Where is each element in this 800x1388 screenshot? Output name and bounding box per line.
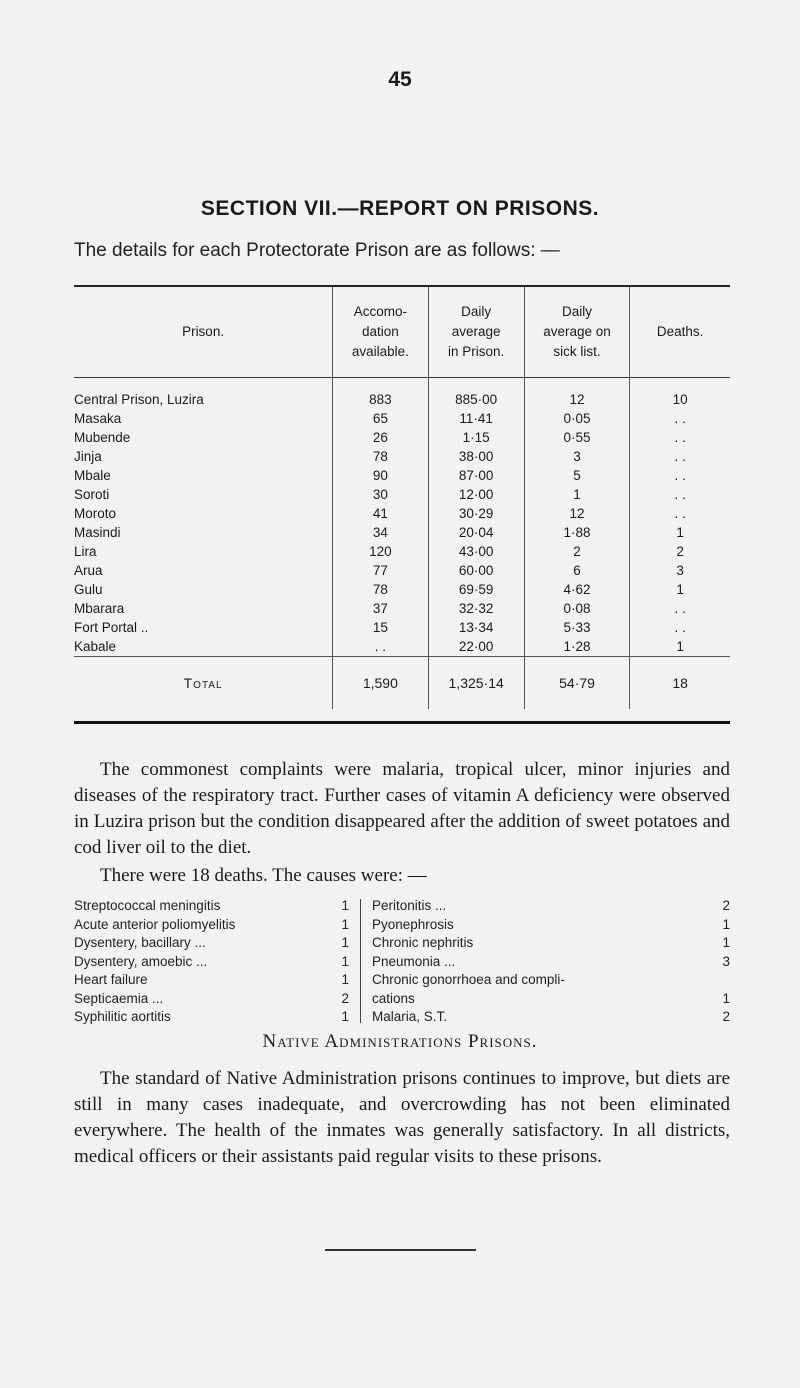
sick-list-value: 12 [524,504,630,523]
deaths-value: 1 [630,523,730,542]
prison-name: Jinja [74,449,102,464]
table-row [74,504,730,523]
end-rule [325,1249,476,1251]
cause-label: Dysentery, bacillary ... [74,935,206,950]
daily-average-value: 60·00 [428,561,524,580]
cause-count: 1 [341,1009,349,1024]
header-deaths: Deaths. [630,287,730,378]
deaths-value: 10 [630,378,730,410]
cause-count: 1 [341,916,349,932]
cause-label: Heart failure [74,972,148,987]
causes-left-column [74,897,349,1027]
cause-item [372,897,730,916]
daily-average-value: 30·29 [428,504,524,523]
sick-list-value: 1·88 [524,523,630,542]
cause-item [74,1008,349,1027]
sick-list-value: 0·08 [524,599,630,618]
prison-table-wrapper [74,285,730,724]
cause-label: Dysentery, amoebic ... [74,953,208,969]
total-row [74,657,730,710]
table-row [74,485,730,504]
daily-average-value: 20·04 [428,523,524,542]
daily-average-value: 12·00 [428,485,524,504]
cause-item [372,1008,730,1027]
cause-count: 2 [722,1009,730,1024]
table-row [74,542,730,561]
accommodation-value: 77 [333,561,428,580]
complaints-paragraph: The commonest complaints were malaria, tropical ulcer, minor injuries and diseases of the respiratory tract. Further cases of vitamin A deficiency were observed in Luzira prison but the condition disappeared after the addition of sweet potatoes and cod liver oil to the diet. [74,759,730,858]
deaths-value: . . [630,428,730,447]
cause-count: 2 [722,898,730,913]
prison-name: Arua [74,563,103,578]
sick-list-value: 5·33 [524,618,630,637]
daily-average-value: 11·41 [428,409,524,428]
table-bottom-rule [74,721,730,724]
cause-label: Pneumonia ... [372,953,456,969]
prison-name: Masaka [74,411,122,426]
prison-name: Soroti [74,487,110,502]
cause-item [74,916,349,935]
accommodation-value: 37 [333,599,428,618]
cause-item [74,953,349,972]
table-row [74,378,730,410]
sick-list-value: 2 [524,542,630,561]
table-row [74,466,730,485]
sick-list-value: 4·62 [524,580,630,599]
table-row [74,561,730,580]
deaths-value: . . [630,504,730,523]
sick-list-value: 0·55 [524,428,630,447]
cause-item [372,971,730,990]
accommodation-value: 78 [333,580,428,599]
daily-average-value: 69·59 [428,580,524,599]
prison-name: Central Prison, Luzira [74,392,204,407]
cause-label: Peritonitis ... [372,898,447,913]
cause-item [74,990,349,1009]
causes-divider [360,899,361,1023]
total-deaths: 18 [630,657,730,710]
cause-label: Syphilitic aortitis [74,1009,171,1024]
prison-name: Mbarara [74,601,125,616]
accommodation-value: . . [333,637,428,657]
deaths-value: 1 [630,637,730,657]
table-row [74,447,730,466]
deaths-value: . . [630,466,730,485]
cause-count: 1 [722,916,730,932]
cause-label: Pyonephrosis [372,916,454,932]
causes-right-column [372,897,730,1027]
cause-label: Chronic gonorrhoea and compli- [372,972,565,987]
cause-count: 1 [722,935,730,950]
cause-count: 1 [341,953,349,969]
prison-name: Kabale [74,639,117,654]
accommodation-value: 78 [333,447,428,466]
accommodation-value: 30 [333,485,428,504]
sick-list-value: 1·28 [524,637,630,657]
daily-average-value: 1·15 [428,428,524,447]
cause-count: 3 [722,953,730,969]
deaths-intro: There were 18 deaths. The causes were: — [100,865,427,886]
cause-label: Chronic nephritis [372,935,474,950]
sick-list-value: 5 [524,466,630,485]
table-row [74,523,730,542]
accommodation-value: 90 [333,466,428,485]
page-number: 45 [388,68,412,91]
prison-table [74,287,730,709]
daily-average-value: 22·00 [428,637,524,657]
cause-label: Malaria, S.T. [372,1009,448,1024]
prison-name: Mbale [74,468,111,483]
cause-label: cations [372,990,415,1006]
total-sick-list: 54·79 [524,657,630,710]
sick-list-value: 6 [524,561,630,580]
prison-name: Mubende [74,430,131,445]
daily-average-value: 885·00 [428,378,524,410]
daily-average-value: 87·00 [428,466,524,485]
table-row [74,428,730,447]
native-administrations-heading: Native Administrations Prisons. [262,1031,538,1052]
total-label: Total [74,657,333,710]
deaths-value: 2 [630,542,730,561]
cause-item [74,897,349,916]
sick-list-value: 3 [524,447,630,466]
cause-count: 1 [341,972,349,987]
header-prison: Prison. [74,287,333,378]
daily-average-value: 43·00 [428,542,524,561]
cause-label: Septicaemia ... [74,990,164,1006]
deaths-value: . . [630,447,730,466]
deaths-value: . . [630,409,730,428]
deaths-value: . . [630,485,730,504]
table-row [74,637,730,657]
cause-item [74,971,349,990]
header-sick-list: Daily average on sick list. [524,287,630,378]
accommodation-value: 65 [333,409,428,428]
intro-text: The details for each Protectorate Prison are as follows: — [74,240,560,261]
deaths-value: 3 [630,561,730,580]
header-daily-average: Daily average in Prison. [428,287,524,378]
cause-count: 1 [722,990,730,1006]
prison-name: Gulu [74,582,103,597]
sick-list-value: 12 [524,378,630,410]
prison-name: Masindi [74,525,121,540]
deaths-value: . . [630,618,730,637]
daily-average-value: 32·32 [428,599,524,618]
cause-item [74,934,349,953]
table-row [74,599,730,618]
cause-count: 1 [341,898,349,913]
prison-name: Fort Portal .. [74,620,149,635]
cause-item [372,934,730,953]
cause-item [372,990,730,1009]
accommodation-value: 15 [333,618,428,637]
table-row [74,409,730,428]
cause-item [372,953,730,972]
daily-average-value: 38·00 [428,447,524,466]
table-row [74,618,730,637]
cause-label: Streptococcal meningitis [74,898,221,913]
prison-name: Moroto [74,506,117,521]
native-prisons-paragraph: The standard of Native Administration prisons continues to improve, but diets are still in many cases inadequate, and overcrowding has not been eliminated everywhere. The health of the inmates was generally satisfactory. In all districts, medical officers or their assistants paid regular visits to these prisons. [74,1068,730,1167]
accommodation-value: 26 [333,428,428,447]
prison-name: Lira [74,544,97,559]
sick-list-value: 0·05 [524,409,630,428]
cause-count: 2 [341,990,349,1006]
cause-label: Acute anterior poliomyelitis [74,916,236,932]
deaths-value: 1 [630,580,730,599]
total-accommodation: 1,590 [333,657,428,710]
accommodation-value: 41 [333,504,428,523]
section-title: SECTION VII.—REPORT ON PRISONS. [200,197,600,220]
accommodation-value: 34 [333,523,428,542]
accommodation-value: 120 [333,542,428,561]
accommodation-value: 883 [333,378,428,410]
table-header-row [74,287,730,378]
cause-item [372,916,730,935]
cause-count: 1 [341,935,349,950]
header-accommodation: Accomo- dation available. [333,287,428,378]
total-daily-average: 1,325·14 [428,657,524,710]
deaths-value: . . [630,599,730,618]
daily-average-value: 13·34 [428,618,524,637]
table-row [74,580,730,599]
sick-list-value: 1 [524,485,630,504]
